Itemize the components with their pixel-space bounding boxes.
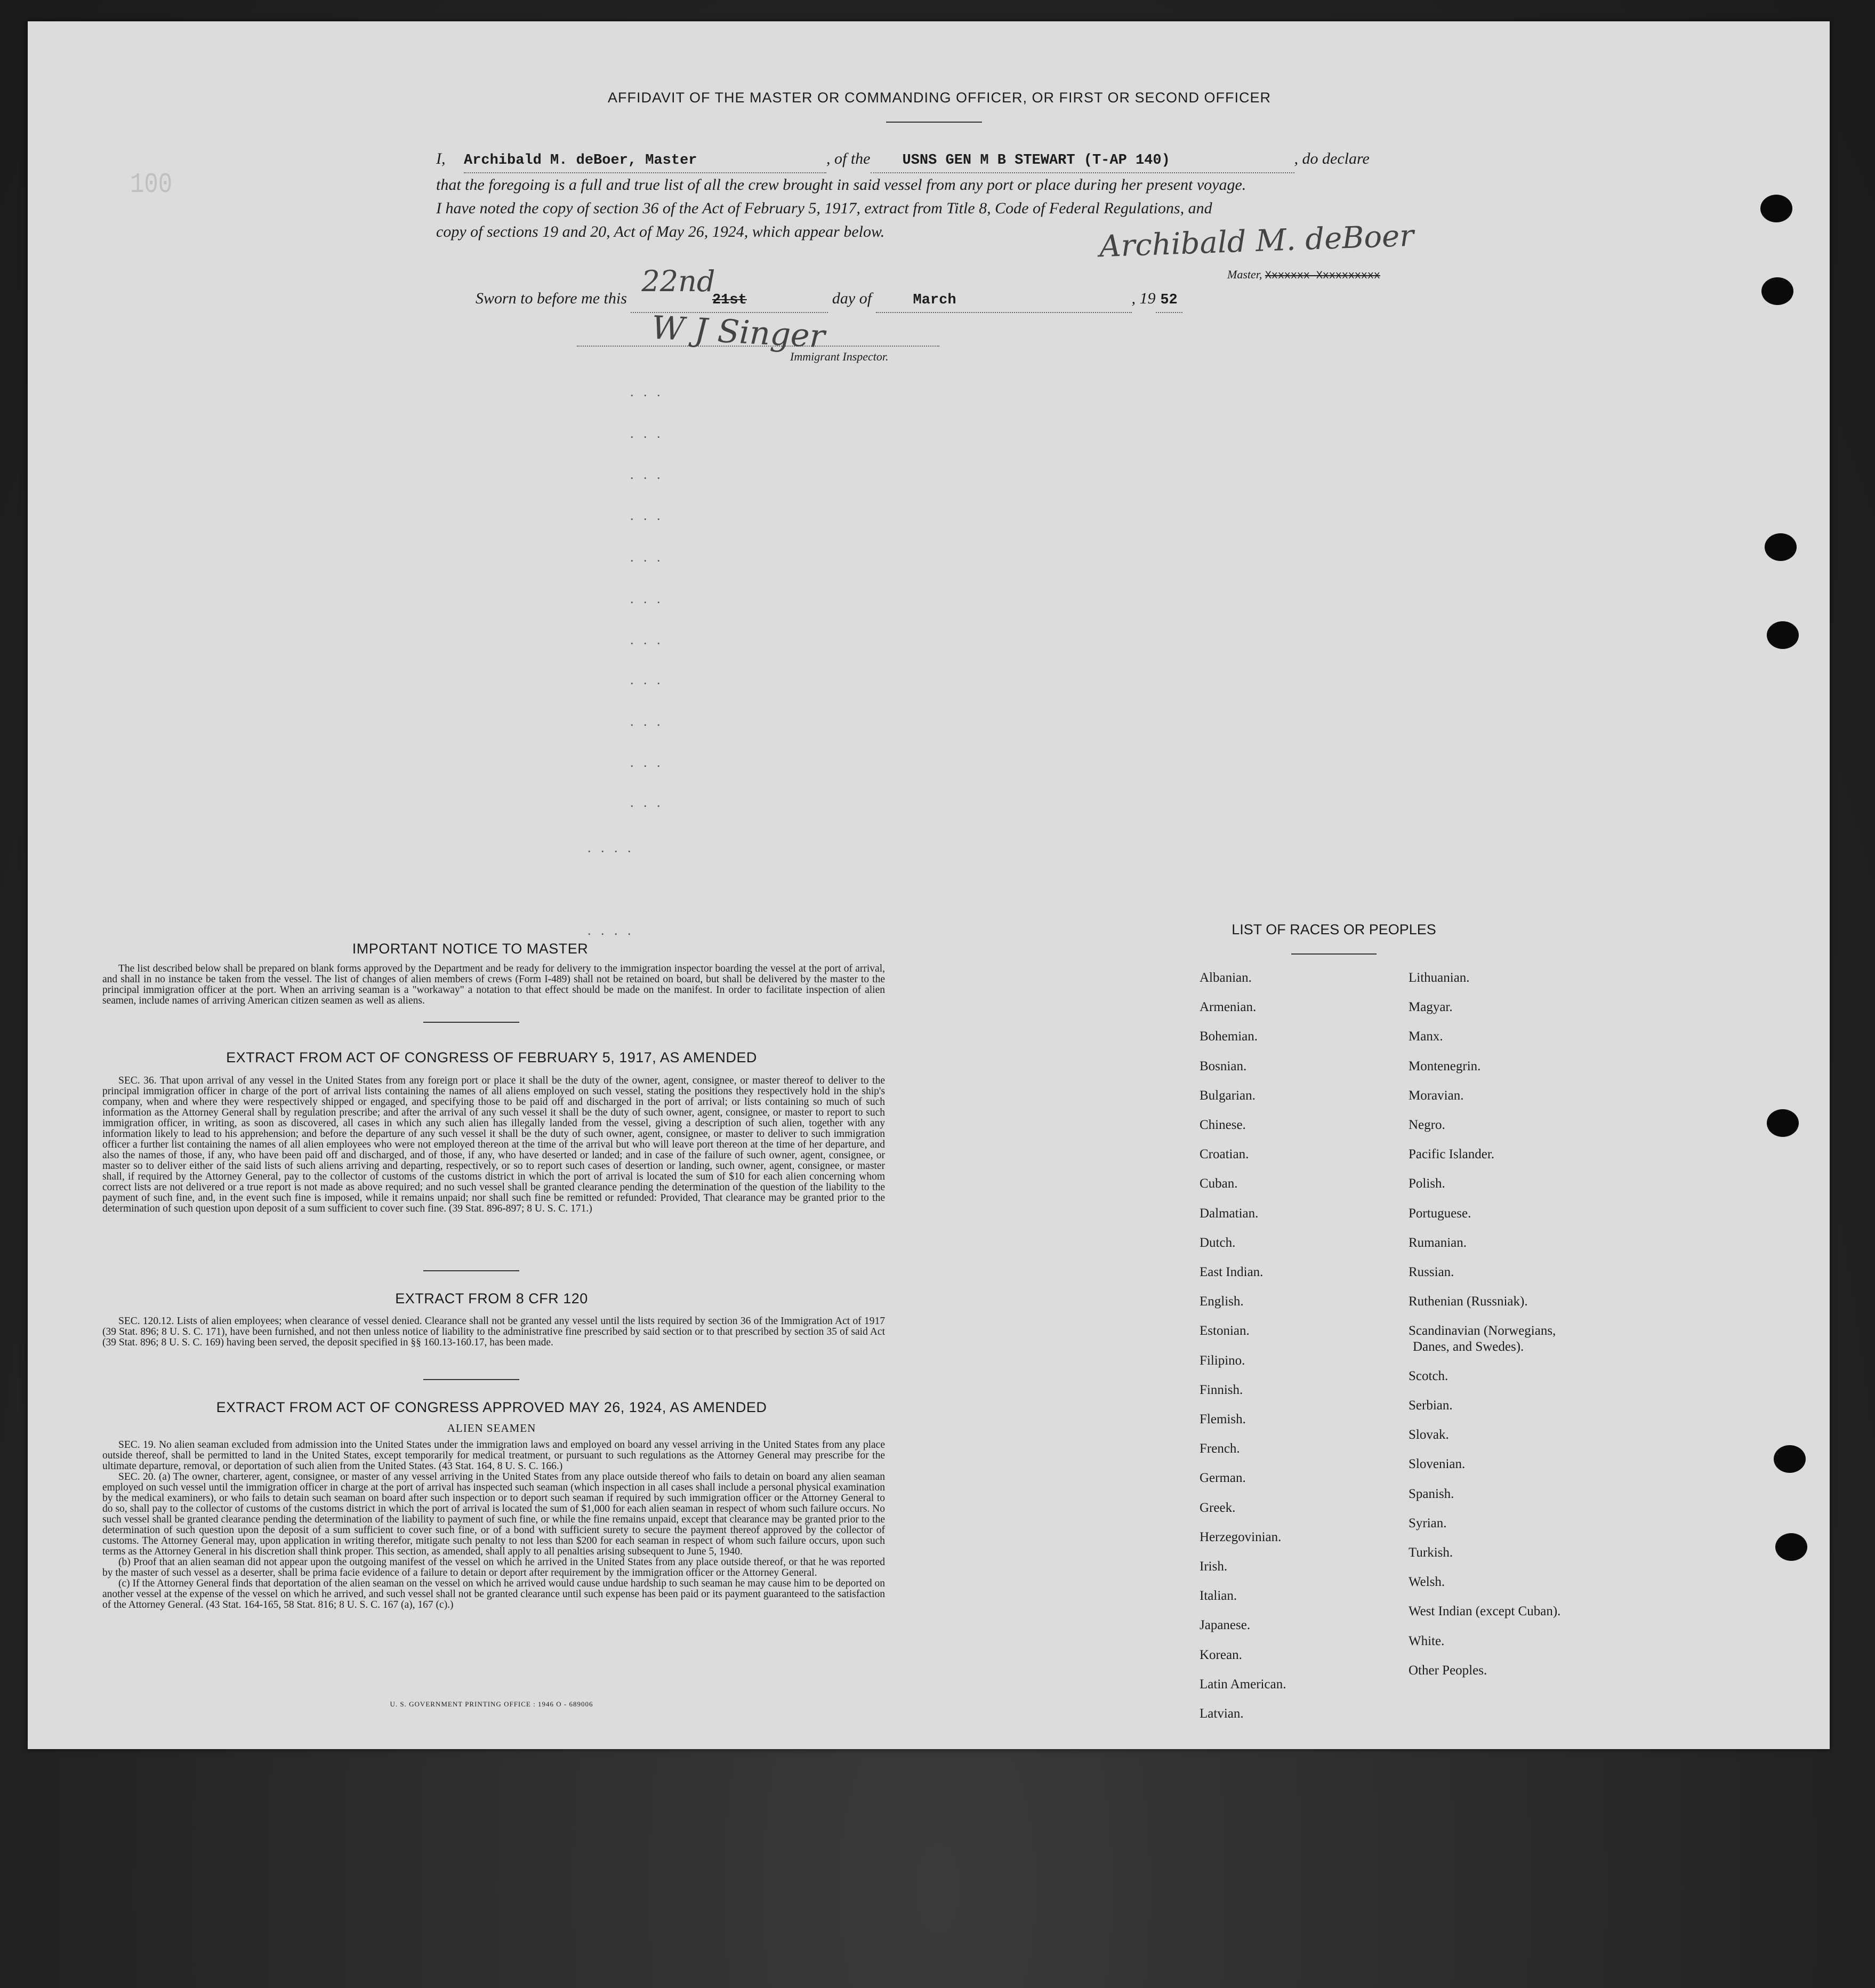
races-column-1	[1200, 963, 1391, 1728]
row-dots: . . .	[630, 426, 664, 441]
sworn-text: Sworn to before me this	[476, 290, 627, 307]
declaration-line-4: copy of sections 19 and 20, Act of May 26, 1924, which appear below.	[436, 223, 885, 241]
race-item: Armenian.	[1200, 1000, 1257, 1015]
race-item: Rumanian.	[1409, 1235, 1467, 1250]
master-label: Master,	[1227, 268, 1262, 281]
extract-cfr-body	[102, 1316, 885, 1348]
of-the-text: , of the	[826, 150, 871, 167]
race-item: Italian.	[1200, 1589, 1237, 1604]
race-item: White.	[1409, 1633, 1445, 1648]
punch-hole	[1774, 1445, 1806, 1473]
race-item: German.	[1200, 1471, 1246, 1486]
race-item: Turkish.	[1409, 1545, 1453, 1560]
sworn-day-typed: 21st	[712, 292, 747, 308]
race-item: Pacific Islander.	[1409, 1147, 1495, 1162]
race-item: Chinese.	[1200, 1118, 1246, 1133]
master-signature: Archibald M. deBoer	[1099, 218, 1415, 264]
punch-hole	[1760, 195, 1792, 222]
race-item: Manx.	[1409, 1029, 1443, 1044]
races-rule	[1291, 953, 1377, 955]
race-item: Latin American.	[1200, 1677, 1286, 1692]
row-dots: . . . .	[588, 923, 634, 938]
race-item: Dalmatian.	[1200, 1206, 1259, 1221]
race-item: Albanian.	[1200, 971, 1252, 985]
notice-title: IMPORTANT NOTICE TO MASTER	[352, 941, 589, 957]
punch-hole	[1761, 277, 1793, 305]
race-item: Filipino.	[1200, 1353, 1245, 1368]
day-of-text: day of	[832, 290, 872, 307]
extract-cfr-title: EXTRACT FROM 8 CFR 120	[395, 1290, 588, 1306]
document-page	[28, 21, 1830, 1749]
inspector-signature: W J Singer	[650, 309, 826, 356]
race-item: Negro.	[1409, 1118, 1445, 1133]
sec20b-text: (b) Proof that an alien seaman did not appear upon the outgoing manifest of the vessel on which he arrived in the United States from any place outside thereof, or that he was reported by the master of such vessel as a deserter, shall be prima facie evidence of a failure to detain or deport after requirement by the immigration officer or the Attorney General.	[102, 1557, 885, 1578]
race-item: Ruthenian (Russniak).	[1409, 1294, 1528, 1309]
race-item: Scandinavian (Norwegians,	[1409, 1324, 1556, 1338]
race-item: Estonian.	[1200, 1324, 1250, 1338]
extract-cfr-text: SEC. 120.12. Lists of alien employees; when clearance of vessel denied. Clearance shall not be granted any vessel until the lists required by section 36 of the Immigration Act of 1917 (39 Stat. 896; 8 U. S. C. 171), have been furnished, and not then unless notice of liability to the administrative fine prescribed by said section or to that prescribed by section 35 of said Act (39 Stat. 896; 8 U. S. C. 169) having been served, the deposit specified in §§ 160.13-160.17, has been made.	[102, 1316, 885, 1348]
race-item: West Indian (except Cuban).	[1409, 1604, 1561, 1619]
race-item: Other Peoples.	[1409, 1663, 1487, 1678]
extract-1924-title: EXTRACT FROM ACT OF CONGRESS APPROVED MAY 26, 1924, AS AMENDED	[216, 1399, 767, 1415]
race-item: Greek.	[1200, 1500, 1236, 1515]
declaration-line-1	[436, 147, 1470, 173]
vessel-name: USNS GEN M B STEWART (T-AP 140)	[871, 149, 1294, 173]
race-item: Welsh.	[1409, 1575, 1445, 1590]
sworn-month: March	[876, 288, 1132, 313]
printer-footer: U. S. GOVERNMENT PRINTING OFFICE : 1946 O - 689006	[390, 1700, 593, 1708]
race-item: Croatian.	[1200, 1147, 1249, 1162]
race-item: Japanese.	[1200, 1618, 1251, 1633]
bleed-through-number: 100	[130, 169, 173, 201]
faint-row-marks	[588, 384, 737, 971]
race-item: Moravian.	[1409, 1088, 1464, 1103]
notice-rule	[423, 1022, 519, 1023]
extract-1917-text: SEC. 36. That upon arrival of any vessel in the United States from any foreign port or place it shall be the duty of the owner, agent, consignee, or master thereof to deliver to the principal immigration officer in charge of the port of arrival lists containing the names of all aliens employed on such vessel, stating the positions they respectively hold in the ship's company, when and where they were respectively shipped or engaged, and specifying those to be paid off and discharged in the port of arrival; or lists containing so much of such information as the Attorney General shall by regulation prescribe; and after the arrival of any such vessel it shall be the duty of such owner, agent, consignee, or master to report to such immigration officer, in writing, as soon as discovered, all cases in which any such alien has illegally landed from the vessel, giving a description of such alien, together with any information likely to lead to his apprehension; and before the departure of any such vessel it shall be the duty of such owner, agent, consignee, or master to deliver to such immigration officer a further list containing the names of all alien employees who were not employed thereon at the time of the arrival but who will leave port thereon at the time of her departure, and also the names of those, if any, who have been paid off and discharged, and of those, if any, who have deserted or landed; and in case of the failure of such owner, agent, consignee, or master so to deliver either of the said lists of such aliens arriving and departing, respectively, or so to report such cases of desertion or landing, such owner, agent, consignee, or master shall, if required by the Attorney General, pay to the collector of customs of the customs district in which the port of arrival is located the sum of $10 for each alien concerning whom correct lists are not delivered or a true report is not made as above required; and no such vessel shall be granted clearance pending the determination of the question of the liability to the payment of such fine, and, in the event such fine is imposed, while it remains unpaid; nor shall such fine be remitted or refunded: Provided, That clearance may be granted prior to the determination of such question upon deposit of a sum sufficient to cover such fine. (39 Stat. 896-897; 8 U. S. C. 171.)	[102, 1075, 885, 1214]
notice-body-text: The list described below shall be prepared on blank forms approved by the Department and be ready for delivery to the immigration inspector boarding the vessel at the port of arrival, and shall in no instance be taken from the vessel. The list of changes of alien members of crews (Form I-489) shall not be retained on board, but shall be delivered by the master to the principal immigration officer at the port. When an arriving seaman is a "workaway" a notation to that effect should be made on the manifest. In order to facilitate inspection of alien seamen, include names of arriving American citizen seamen as well as aliens.	[102, 963, 885, 1006]
race-item: Scotch.	[1409, 1368, 1449, 1383]
row-dots: . . .	[630, 384, 664, 399]
sec19-text: SEC. 19. No alien seaman excluded from admission into the United States under the immigration laws and employed on board any vessel arriving in the United States from any place outside thereof, shall be permitted to land in the United States, except temporarily for medical treatment, or pursuant to such regulations as the Attorney General may prescribe for the ultimate departure, removal, or deportation of such alien from the United States. (43 Stat. 164, 8 U. S. C. 166.)	[102, 1439, 885, 1472]
race-item: Russian.	[1409, 1265, 1454, 1280]
race-item: Danes, and Swedes).	[1413, 1339, 1524, 1354]
race-item: Montenegrin.	[1409, 1059, 1481, 1073]
declaration-line-2: that the foregoing is a full and true list of all the crew brought in said vessel from any port or place during her present voyage.	[436, 176, 1246, 194]
race-item: Herzegovinian.	[1200, 1529, 1282, 1544]
row-dots: . . .	[630, 795, 664, 810]
extract-1917-title: EXTRACT FROM ACT OF CONGRESS OF FEBRUARY 5, 1917, AS AMENDED	[226, 1049, 757, 1065]
race-item: Lithuanian.	[1409, 971, 1470, 985]
alien-seamen-subtitle: ALIEN SEAMEN	[447, 1422, 536, 1434]
master-struck-text: Xxxxxxx Xxxxxxxxxx	[1265, 270, 1380, 282]
races-title: LIST OF RACES OR PEOPLES	[1232, 921, 1436, 937]
sworn-day-handwritten: 22nd	[641, 264, 715, 298]
punch-hole	[1765, 533, 1797, 561]
extract-1917-body	[102, 1076, 885, 1214]
title-rule	[886, 122, 982, 123]
row-dots: . . .	[630, 755, 664, 770]
race-item: Portuguese.	[1409, 1206, 1471, 1221]
row-dots: . . .	[630, 632, 664, 647]
race-item: Cuban.	[1200, 1176, 1238, 1191]
punch-hole	[1767, 1109, 1799, 1137]
row-dots: . . . .	[588, 840, 634, 855]
race-item: English.	[1200, 1294, 1244, 1309]
race-item: Flemish.	[1200, 1412, 1246, 1427]
row-dots: . . .	[630, 591, 664, 606]
extract-1924-body	[102, 1440, 885, 1610]
race-item: Korean.	[1200, 1647, 1242, 1662]
row-dots: . . .	[630, 467, 664, 482]
race-item: Polish.	[1409, 1176, 1445, 1191]
race-item: Slovak.	[1409, 1428, 1449, 1442]
race-item: East Indian.	[1200, 1265, 1264, 1280]
race-item: Bulgarian.	[1200, 1088, 1256, 1103]
do-declare-text: , do declare	[1294, 150, 1370, 167]
extract-1917-rule	[423, 1270, 519, 1271]
declaration-line-3: I have noted the copy of section 36 of the Act of February 5, 1917, extract from Title 8, Code of Federal Regulations, and	[436, 199, 1212, 217]
race-item: Finnish.	[1200, 1382, 1243, 1397]
sec20a-text: SEC. 20. (a) The owner, charterer, agent, consignee, or master of any vessel arriving in the United States from any place outside thereof who fails to detain on board any alien seaman employed on such vessel until the immigration officer in charge at the port of arrival has inspected such seaman (which inspection in all cases shall include a personal physical examination by the medical examiners), or who fails to detain such seaman on board after such inspection or to deport such seaman if required by such immigration officer or the Attorney General to do so, shall pay to the collector of customs of the customs district in which the port of arrival is located the sum of $1,000 for each alien seaman in respect of whom such failure occurs. No such vessel shall be granted clearance pending the determination of the liability to payment of such fine, or while the fine remains unpaid, except that clearance may be granted prior to the determination of such question upon the deposit of a sum sufficient to cover such fine, or of a bond with sufficient surety to secure the payment thereof approved by the collector of customs. The Attorney General may, upon application in writing therefor, mitigate such penalty to not less than $200 for each seaman in respect of whom such failure occurs, upon such terms as the Attorney General in his discretion shall think proper. This section, as amended, shall apply to all penalties arising subsequent to June 5, 1940.	[102, 1471, 885, 1557]
sworn-line	[476, 264, 1182, 313]
inspector-label: Immigrant Inspector.	[790, 350, 889, 363]
sworn-year: 52	[1156, 288, 1182, 313]
master-name: Archibald M. deBoer, Master	[464, 149, 826, 173]
declaration-prefix: I,	[436, 150, 446, 167]
master-title-line	[1227, 268, 1380, 282]
race-item: Irish.	[1200, 1559, 1228, 1574]
row-dots: . . .	[630, 714, 664, 729]
race-item: Latvian.	[1200, 1706, 1244, 1721]
races-column-2	[1409, 963, 1707, 1685]
notice-body	[102, 964, 885, 1006]
sec20c-text: (c) If the Attorney General finds that deportation of the alien seaman on the vessel on which he arrived would cause undue hardship to such seaman he may cause him to be deported on another vessel at the expense of the vessel on which he arrived, and such vessel shall not be granted clearance until such expense has been paid or its payment guaranteed to the satisfaction of the Attorney General. (43 Stat. 164-165, 58 Stat. 816; 8 U. S. C. 167 (a), 167 (c).)	[102, 1578, 885, 1610]
race-item: Serbian.	[1409, 1398, 1453, 1413]
race-item: Dutch.	[1200, 1235, 1236, 1250]
race-item: Bosnian.	[1200, 1059, 1247, 1073]
year-prefix: , 19	[1131, 290, 1156, 307]
race-item: Slovenian.	[1409, 1457, 1466, 1472]
race-item: French.	[1200, 1441, 1240, 1456]
punch-hole	[1775, 1533, 1807, 1561]
extract-cfr-rule	[423, 1379, 519, 1380]
affidavit-title: AFFIDAVIT OF THE MASTER OR COMMANDING OFFICER, OR FIRST OR SECOND OFFICER	[607, 90, 1272, 106]
row-dots: . . .	[630, 549, 664, 565]
race-item: Syrian.	[1409, 1516, 1447, 1530]
row-dots: . . .	[630, 508, 664, 523]
punch-hole	[1767, 621, 1799, 649]
race-item: Spanish.	[1409, 1486, 1454, 1501]
race-item: Magyar.	[1409, 1000, 1453, 1015]
row-dots: . . .	[630, 672, 664, 687]
race-item: Bohemian.	[1200, 1029, 1258, 1044]
